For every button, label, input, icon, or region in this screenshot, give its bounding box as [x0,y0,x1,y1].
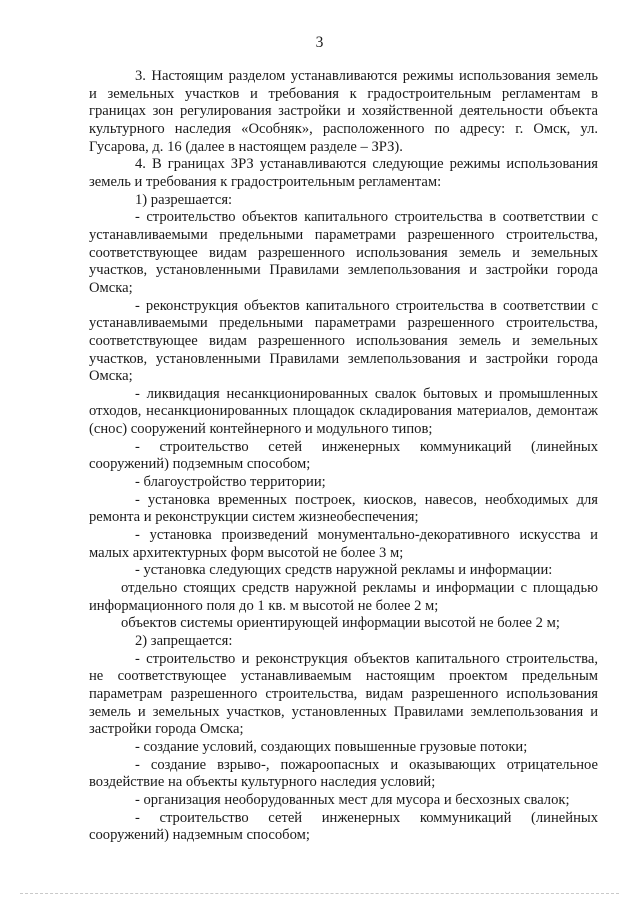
list-heading-prohibited: 2) запрещается: [135,633,233,649]
list-item: - благоустройство территории; [135,474,326,491]
list-item: - создание условий, создающих повышенные грузовые потоки; [135,738,528,755]
list-subitem: объектов системы ориентирующей информации высотой не более 2 м; [121,615,560,632]
list-item: - установка произведений монументально-декоративного искусства и малых архитектурных форм высотой не более 3 м; [89,527,598,561]
list-subitem: отдельно стоящих средств наружной рекламы и информации с площадью информационного поля до 1 кв. м высотой не более 2 м; [89,580,598,614]
list-item: - реконструкция объектов капитального строительства в соответствии с устанавливаемыми предельными параметрами разрешенного строительства, соответствующее видам разрешенного использования земель и земельных участков, установленными Правилами землепользования и застройки города Омска; [89,297,598,385]
list-item: - строительство и реконструкция объектов капитального строительства, не соответствующее устанавливаемым настоящим проектом предельным параметрам разрешенного строительства, видам разрешенного использования земель и земельных участков, установленных Правилами землепользования и застройки города Омска; [89,650,598,738]
list-heading-allowed: 1) разрешается: [135,191,233,208]
list-item: - установка временных построек, киосков, навесов, необходимых для ремонта и реконструкции систем жизнеобеспечения; [89,491,598,526]
paragraph-4-intro: 4. В границах ЗРЗ устанавливаются следующие режимы использования земель и требования к градостроительным регламентам: [89,156,598,190]
page-bottom-edge [20,893,619,894]
list-item: - строительство сетей инженерных коммуникаций (линейных сооружений) подземным способом; [89,438,598,473]
document-body [89,68,598,845]
list-item: - строительство сетей инженерных коммуникаций (линейных сооружений) надземным способом; [89,809,598,844]
list-item: - организация необорудованных мест для мусора и бесхозных свалок; [135,791,570,808]
paragraph-3-intro: 3. Настоящим разделом устанавливаются режимы использования земель и земельных участков и требования к градостроительным регламентам в границах зон регулирования застройки и хозяйственной деятельности объекта культурного наследия «Особняк», расположенного по адресу: г. Омск, ул. Гусарова, д. 16 (далее в настоящем разделе – ЗРЗ). [89,68,598,155]
page-number: 3 [315,34,324,51]
list-item: - создание взрыво-, пожароопасных и оказывающих отрицательное воздействие на объекты культурного наследия условий; [89,756,598,791]
list-item: - ликвидация несанкционированных свалок бытовых и промышленных отходов, несанкционированных площадок складирования материалов, демонтаж (снос) сооружений контейнерного и модульного типов; [89,385,598,438]
list-item: - строительство объектов капитального строительства в соответствии с устанавливаемыми предельными параметрами разрешенного строительства, соответствующее видам разрешенного использования земель и земельных участков, установленными Правилами землепользования и застройки города Омска; [89,209,598,296]
list-item: - установка следующих средств наружной рекламы и информации: [135,562,553,579]
